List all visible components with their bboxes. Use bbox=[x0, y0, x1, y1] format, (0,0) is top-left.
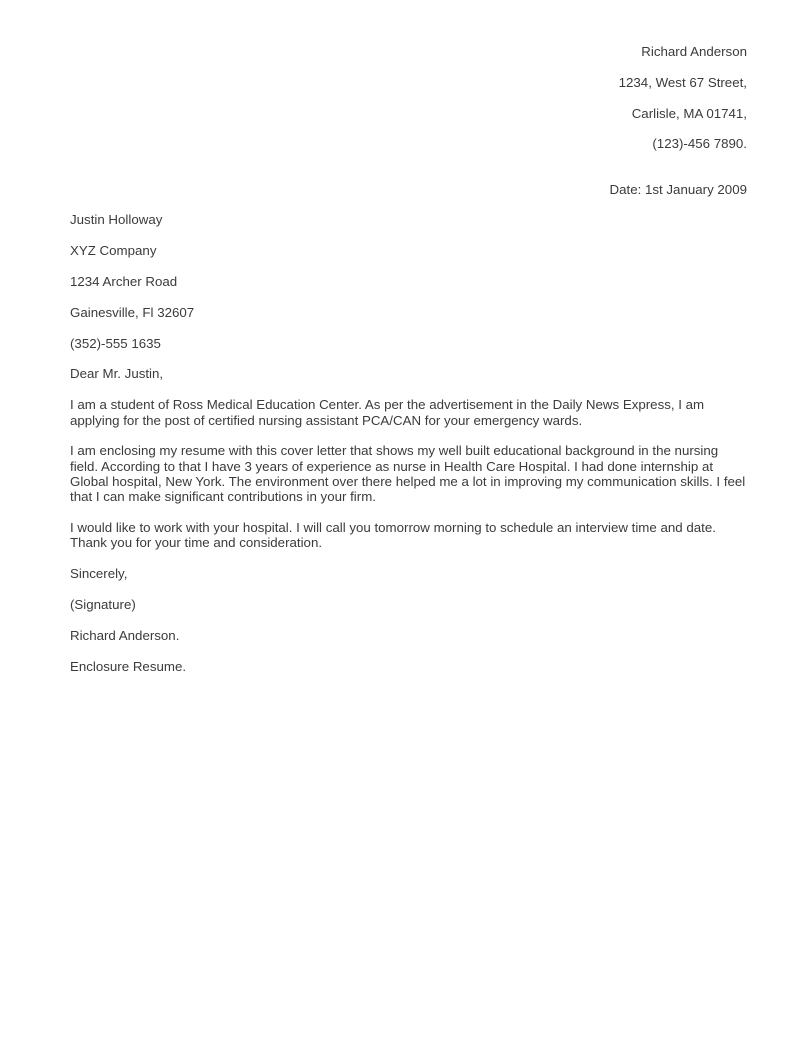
closing-block bbox=[70, 566, 747, 674]
sender-address-block bbox=[70, 44, 747, 152]
signature-placeholder: (Signature) bbox=[70, 596, 136, 612]
recipient-city: Gainesville, Fl 32607 bbox=[70, 304, 195, 320]
sender-phone: (123)-456 7890. bbox=[652, 136, 747, 152]
sender-city: Carlisle, MA 01741, bbox=[631, 105, 747, 121]
recipient-address-block bbox=[70, 212, 747, 350]
sender-street: 1234, West 67 Street, bbox=[618, 74, 747, 90]
date-line: Date: 1st January 2009 bbox=[609, 181, 747, 197]
recipient-company: XYZ Company bbox=[70, 243, 157, 259]
closing-phrase: Sincerely, bbox=[70, 566, 128, 582]
recipient-street: 1234 Archer Road bbox=[70, 274, 178, 290]
letter-body bbox=[70, 397, 747, 550]
signed-name: Richard Anderson. bbox=[70, 627, 180, 643]
body-paragraph: I would like to work with your hospital. I will call you tomorrow morning to schedule an interview time and date. Thank you for your time and consideration. bbox=[70, 520, 716, 551]
body-paragraph: I am enclosing my resume with this cover letter that shows my well built educational background in the nursing field. According to that I have 3 years of experience as nurse in Health Care Hospital. I had done internship at Global hospital, New York. The environment over there helped me a lot in improving my communication skills. I feel that I can make significant contributions in your firm. bbox=[70, 443, 746, 505]
recipient-name: Justin Holloway bbox=[70, 212, 163, 228]
sender-name: Richard Anderson bbox=[641, 44, 747, 59]
salutation: Dear Mr. Justin, bbox=[70, 366, 164, 382]
body-paragraph: I am a student of Ross Medical Education Center. As per the advertisement in the Daily News Express, I am applying for the post of certified nursing assistant PCA/CAN for your emergency wards. bbox=[70, 397, 705, 428]
recipient-phone: (352)-555 1635 bbox=[70, 335, 161, 351]
enclosure-note: Enclosure Resume. bbox=[70, 658, 187, 674]
